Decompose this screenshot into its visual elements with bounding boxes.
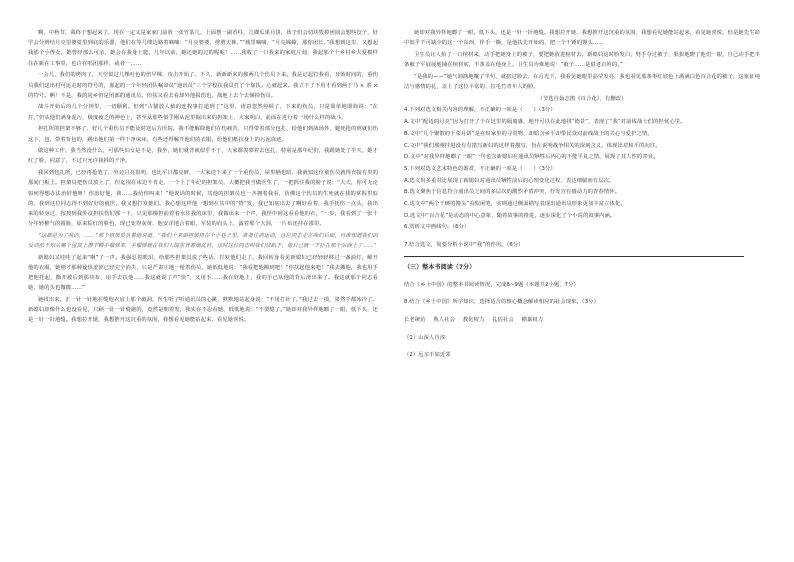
- option-5c: C.选文中“两个干硬的馒头”看似闲笔，实则通过侧面描写表现出通讯员形象更加丰富立体化。: [404, 201, 626, 208]
- passage-paragraph: 战斗开始后的几个分钟里，一切顺利。但到“古猫放人截的连枚事打道到了”这里，涛意忽然停顿了，下来的伤员，只是简单地即简说：“在打。”但从他们满身泥污，极度疲乏的神色上，甚至从那些似乎刚从泥里掘出来的担架上，大家明白，前面在进行着一场什么样的战斗。: [28, 104, 378, 121]
- passage-paragraph: “是我的——”她气汹汹地嚷了半句，就扭过脸去，在月光下，我看见她眼里晶莹发亮，我也看见那条枣红底色上洒满白色百合花的被子，这象征纯洁与感情的花，盖上了这位平常的、拉毛竹青年人的脸。: [404, 73, 760, 91]
- passage-quote: “这都是为了我的，……”那个担架员负着地说道，“我们十来副担架挤在个小巷子里，准备往前运动，这位同志走在我们后面，可谁知道我们的反动派不知从哪个屋顶上撂下颗手榴弹来，手榴弹就在我们人缝里冒着烟乱转，这时这位同志叫我们快趴下，他自己就一下扑在那个东西上了……”: [28, 232, 378, 250]
- right-column: [404, 28, 760, 362]
- passage-paragraph: 她找出来，正一针一针地在缝他衣肩上那个破洞。医生听了听通讯员的心跳，默默地站起身说：“不用打针了。”我过去一摸，果然手都冰冷了。新媳妇却像什么也没看见，只顾一针一针缝她的，竟然是朝着发，我实在不忍看她，低低地说：“不要缝了。”她却对我异样地瞟了一眼，低下头，还是一针一针地缝。我想拉开她，我想推开这沉重的氛围，我想看见她能站起来，看见她喜悦。: [28, 297, 378, 324]
- passage-paragraph: 我回到包扎所，已经再抢笔了，外边月亮很明，也比平日都亮鲜，一大家送下来了一个重伤员，屋里桶也暗，我就知这位童伤员就得直接有里的那间门板上。担架员把伤员放上了，但迄围在床边不肯走，一个上了年纪的担架员，大概把我当做医生了，一把抓住我的膀子说：“大夫，你可无论如何得想办法治好他呀！你治好他，我……我给你叫来！”他说话的时候，其他的担架员也一齐拥着我看，仿佛这个伤员的生死就在我的掌握里似的，我到这位同志得不到好好的就医，我又想打发她们。我心想这样他一想到在其中的“情”发，我已知底出去了啊好看着，我手抚伤一点头，我出来的转身过，按按到我外沒担扶伤们那一下，只见那梯担前着着水往我的床里，我做出来一个声，我怪中间这看看他的衣，“一步，我看到了一张十分年轻稚气的圆脸，原来棕红的脸色，现已变得灰黄，他安详地合着眼，军装的肩头上，露着那个大洞，一片布还挂在那里。: [28, 170, 379, 228]
- passage-paragraph: 新媳妇又哇哇了起来“啊”了一声。我强忍着眼泪，给那些担架员说了些话，打发他们走了。我回转身看见新媳妇已经轻轻移过一盏油灯，解开他的衣服，她刚才那种疑惧羞涩已经完全消失，只是严肃庄地一枪着伤员，她低低地说：“我看把他搬到吧！”你扶起他来吧！”我去搬他，我也用手把他托起，撕开被后到那块布，用手去扶他……我这就说了声“快”，又用手……我在好地上，我的手已从他的背后滑出来了。我这就那个同志看她，她的头也微微……”: [28, 254, 378, 292]
- question-6: 6.赏析文中画线句。（6分）: [404, 224, 470, 231]
- question-5: 5.下列对选文艺术特色的鉴赏，不正确的一项是（ ）（3分）: [404, 165, 556, 172]
- section-3-title: （三）整本书阅读（7分）: [404, 264, 476, 272]
- passage-paragraph: 做这种工作，我当然没什么，可那些妇女是不是，我坐，她们就背就似乎不于，大家都羡慕着去包扎，特别是那年纪们，我跟她处了半天，她才红了脸，同意了，不过只允许我拆的干净。: [28, 148, 379, 165]
- concept-item: 横暴权力: [521, 316, 544, 323]
- passage-paragraph: 担扎所的担架不够了，好几个重伤员不能及时送后方医院，我不能解除他们在伤痛苦，只得带着部分包扎，给他们到战场外，避死抢的到就们伤这下，包，带着背包的，跳出他们第一样干净床床，有些还得解开他们的衣服，给他们抵抗身上的污泥血迹。: [28, 126, 379, 143]
- left-column: [28, 28, 378, 327]
- question-7: 7.结合选文，简要分析小说中“我”的作用。（6分）: [404, 242, 524, 249]
- question-8: 8.结合《乡土中国》所学知识，选择适合的核心概念解读相应的社会现象。（3分）: [404, 299, 599, 306]
- option-4a: A.文中“配适的月亮”因为打开了个在这里的隔离感，地开可以在此地找“德景”，表现了“我”对前线战士们的担忧心里。: [404, 119, 686, 126]
- passage-paragraph: 啊，中秋节，我终于想起来了，现在一定又是家家门前放一张竹茶几，上面摆一副香柱，几碟瓜果月饼，孩子们会切块毁掉团圆会想些饺子，好学会分辨结月亮里婆娑里到底的乐器，他们在等几缕边路着嘀嘀：“月亮婆婆，剪剪天裤。”“城里嘀嘀，“月亮嫦嫦，那你团长。”我想到这里，又想起我那个小侄女，她曾经那么可亲，她会在我身上爬。几年以前，她还她的过的呢呢！……我收了一口我来的家庭片刻，我起那个个乡村乡大爱模样住在新在工事里，也许在唱团那样，或者一……: [28, 30, 379, 67]
- section-divider: [404, 256, 744, 257]
- passage-paragraph: 一会儿，我们的烤肉了，天空似过几棵吐色的倍早梯，攻击开始了。不久，新新新来的独两几个伤员下来。我是记起打我看，开始时间的，重伤员我们送出村可运走时的符号的，那起的一个年轻团队嘱命员“通讯员”三个学校扶我员打了个靠扶。心就起来。我立下了下用才看到两于马 × 着 × 的符号。啊！不是，我的同乡但是团部的通讯员。但扶又看去看却外他损伤也。战地上去个去倾掉伤员。: [28, 72, 379, 99]
- source-note: （节选自茹志鹃《百合花》，有删改）: [537, 95, 627, 102]
- option-4b: B.文中“几个聚散的于菜月饼”是在短家里的寻常物，却暗含乡平却带民众对前线战士的关心与爱护之情。: [404, 130, 653, 137]
- option-4d: D.文中“对我异样地瞟了一眼”一句也含新媳妇在通讯员牺牲后内心的不能平复之情，展现了其人性的善良。: [404, 154, 659, 161]
- concept-item: 长老统治: [404, 316, 426, 323]
- answer-item: （1）山深人自淳: [404, 334, 446, 341]
- section-3-intro: 结合《乡土中国》的整本书阅读情况，完成8~9题（本题共2小题，7分）: [404, 281, 579, 288]
- passage-paragraph: 她却对我异样地瞟了一眼，低下头，还是一针一针地缝。我想拉开她，我想推开这沉重的氛围，我想看见她能站起来，看见她喜悦。但是她先生命中似乎不可缺少的这一个东西，伴手一撕，是他扶先开始的，把一个干锤的馒头……: [404, 30, 760, 47]
- concept-list: [404, 315, 760, 325]
- question-4: 4.下列对选文相关内容的理解，不正确的一项是（ ）（3分）: [404, 107, 556, 114]
- option-5a: A.选文用多重对比展现了新媳妇对通讯员牺牲前后的心理变化过程，表达细腻而有层次。: [404, 177, 615, 184]
- answer-item: （2）远亲不如近邻: [404, 352, 451, 359]
- option-4c: C.文中“我们那刚挂进没有有措写新妇的这样着描写，旨在说明战争相关的深刻含义，体现出对和平的向往。: [404, 142, 661, 149]
- option-5b: B.选文聚焦于信息符合通讯员之间的多层次的激烈矛盾冲突，抒发宣有感动力的青春情怀。: [404, 189, 620, 196]
- option-5d: D.选文中“百合花”是动态的中心意象，随着故事的推进，逐步深化了个小说的叙事内涵。: [404, 212, 616, 219]
- concept-item: 熟人社会: [433, 316, 455, 323]
- passage-paragraph: 卫生员让人抬了一口棺材来，动手把她身上的被子，要把她放进棺材去。新媳妇这时脸发白，劈手夺过被子，狠狠地瞪了他们一眼，自己动手把半条被子平展展地铺在棺材底，半条盖在他身上。卫生员为难地说：“被子……是借老百姓的。”: [404, 51, 760, 69]
- concept-item: 礼俗社会: [492, 316, 514, 323]
- concept-item: 教化权力: [462, 316, 485, 323]
